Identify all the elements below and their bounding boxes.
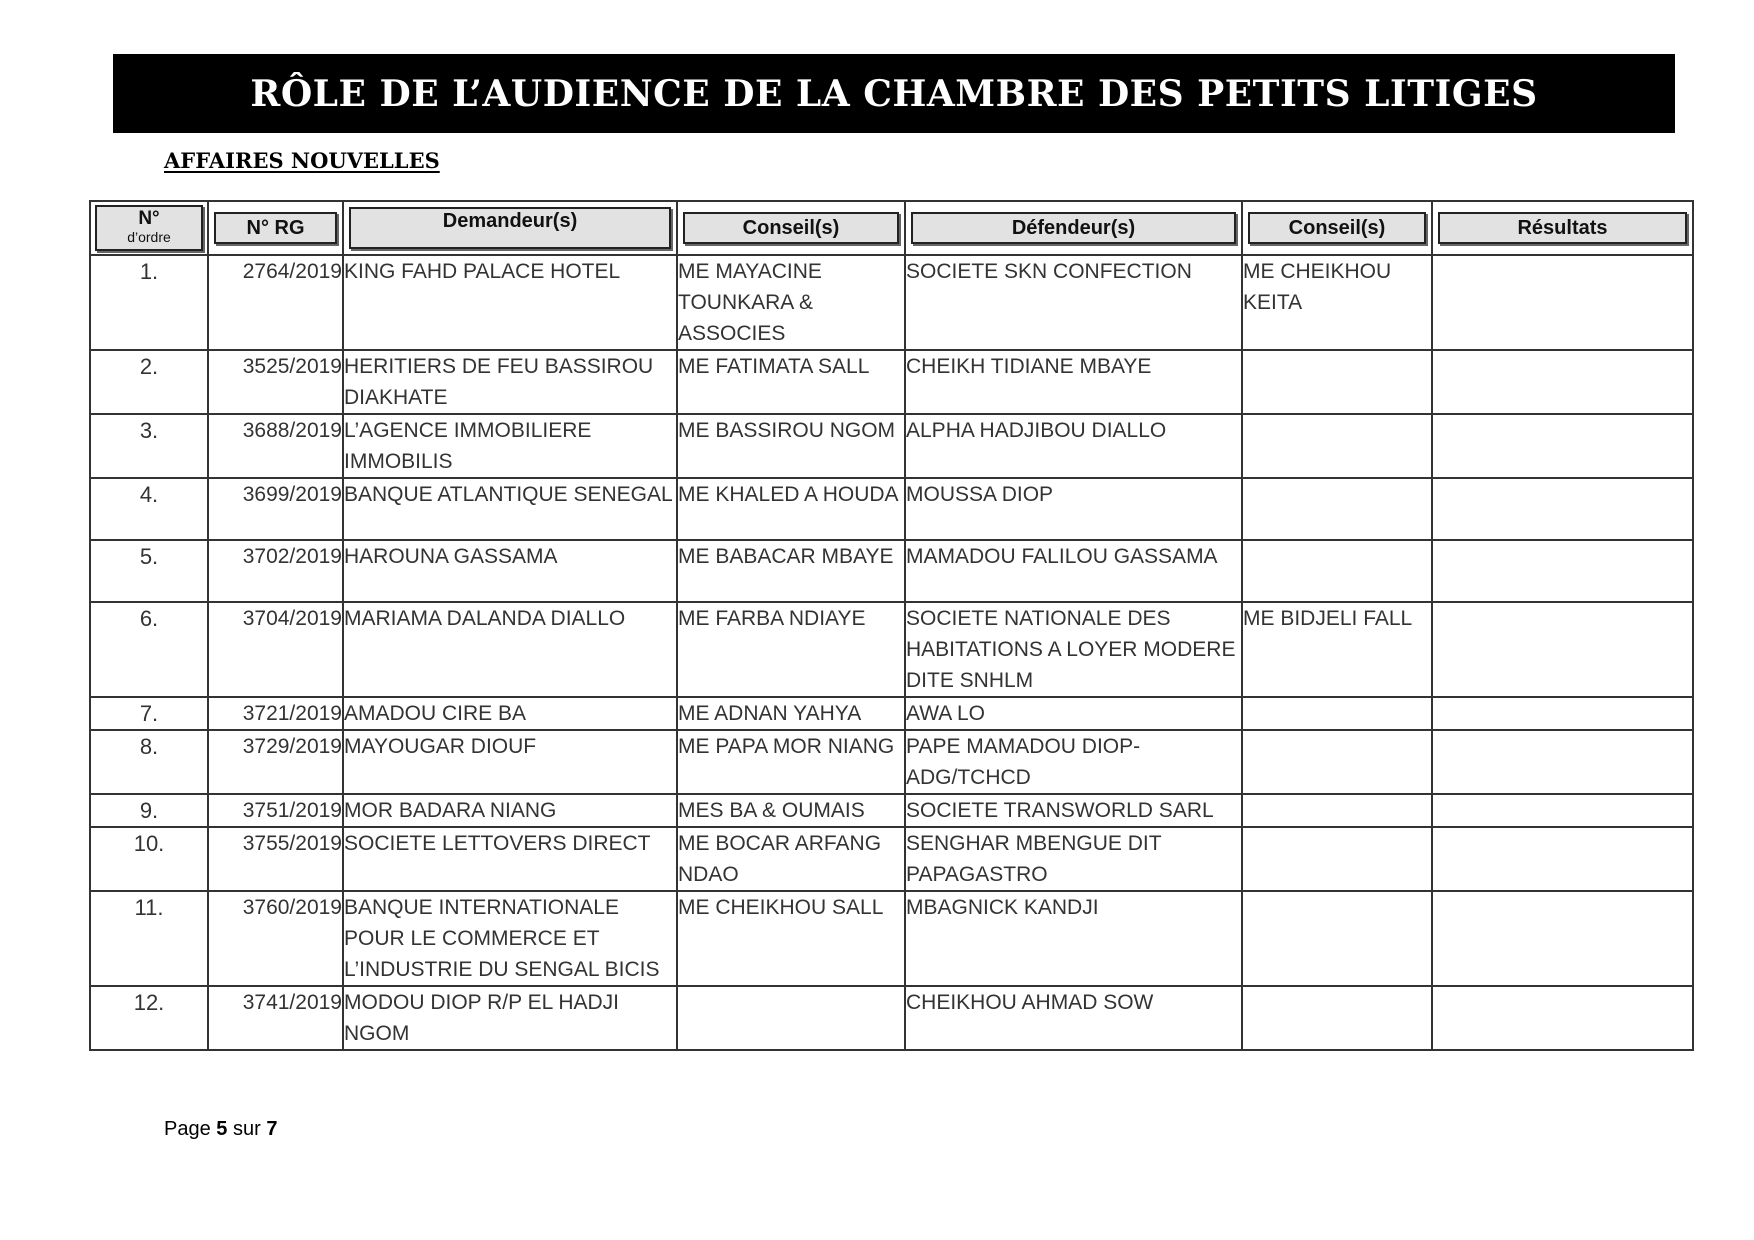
row-num: 2. xyxy=(90,350,208,414)
table-row xyxy=(90,350,1693,414)
row-conseil: ME CHEIKHOU SALL xyxy=(677,891,905,986)
table-row xyxy=(90,827,1693,891)
section-title: AFFAIRES NOUVELLES xyxy=(164,148,440,173)
row-rg: 3729/2019 xyxy=(208,730,343,794)
row-conseil xyxy=(677,986,905,1050)
row-rg: 3760/2019 xyxy=(208,891,343,986)
row-resultat xyxy=(1432,478,1693,540)
col-header-defendeur xyxy=(905,201,1242,255)
col-header-conseil-def xyxy=(1242,201,1432,255)
row-rg: 2764/2019 xyxy=(208,255,343,350)
row-conseil: ME ADNAN YAHYA xyxy=(677,697,905,730)
row-defendeur: SOCIETE TRANSWORLD SARL xyxy=(905,794,1242,827)
col-header-num-sub: d’ordre xyxy=(127,229,171,245)
row-conseil-def xyxy=(1242,986,1432,1050)
row-conseil-def xyxy=(1242,350,1432,414)
row-rg: 3721/2019 xyxy=(208,697,343,730)
row-conseil: ME BABACAR MBAYE xyxy=(677,540,905,602)
row-demandeur: MAYOUGAR DIOUF xyxy=(343,730,677,794)
row-resultat xyxy=(1432,827,1693,891)
row-resultat xyxy=(1432,414,1693,478)
row-rg: 3525/2019 xyxy=(208,350,343,414)
row-demandeur: MOR BADARA NIANG xyxy=(343,794,677,827)
row-demandeur: HAROUNA GASSAMA xyxy=(343,540,677,602)
row-defendeur: ALPHA HADJIBOU DIALLO xyxy=(905,414,1242,478)
page-header xyxy=(113,54,1675,133)
table-row xyxy=(90,891,1693,986)
table-row xyxy=(90,697,1693,730)
table-row xyxy=(90,540,1693,602)
col-header-resultats xyxy=(1432,201,1693,255)
row-conseil-def: ME CHEIKHOU KEITA xyxy=(1242,255,1432,350)
row-defendeur: SOCIETE SKN CONFECTION xyxy=(905,255,1242,350)
row-demandeur: BANQUE ATLANTIQUE SENEGAL xyxy=(343,478,677,540)
row-resultat xyxy=(1432,255,1693,350)
row-resultat xyxy=(1432,602,1693,697)
row-conseil-def xyxy=(1242,827,1432,891)
hearing-table xyxy=(89,200,1694,1051)
col-header-conseil-def-label: Conseil(s) xyxy=(1248,212,1426,244)
row-resultat xyxy=(1432,986,1693,1050)
row-rg: 3688/2019 xyxy=(208,414,343,478)
col-header-demandeur xyxy=(343,201,677,255)
row-conseil: ME BASSIROU NGOM xyxy=(677,414,905,478)
row-demandeur: AMADOU CIRE BA xyxy=(343,697,677,730)
page-footer xyxy=(164,1118,277,1141)
row-resultat xyxy=(1432,697,1693,730)
row-defendeur: MOUSSA DIOP xyxy=(905,478,1242,540)
table-row xyxy=(90,255,1693,350)
row-num: 3. xyxy=(90,414,208,478)
row-rg: 3741/2019 xyxy=(208,986,343,1050)
row-defendeur: SENGHAR MBENGUE DIT PAPAGASTRO xyxy=(905,827,1242,891)
row-demandeur: MARIAMA DALANDA DIALLO xyxy=(343,602,677,697)
footer-page-total: 7 xyxy=(266,1118,278,1140)
row-num: 6. xyxy=(90,602,208,697)
row-num: 4. xyxy=(90,478,208,540)
row-demandeur: KING FAHD PALACE HOTEL xyxy=(343,255,677,350)
table-header-row xyxy=(90,201,1693,255)
col-header-rg-label: N° RG xyxy=(214,212,337,244)
row-num: 9. xyxy=(90,794,208,827)
col-header-resultats-label: Résultats xyxy=(1438,212,1687,244)
row-defendeur: MAMADOU FALILOU GASSAMA xyxy=(905,540,1242,602)
table-row xyxy=(90,602,1693,697)
row-conseil: ME KHALED A HOUDA xyxy=(677,478,905,540)
col-header-conseil xyxy=(677,201,905,255)
row-num: 8. xyxy=(90,730,208,794)
row-num: 1. xyxy=(90,255,208,350)
row-demandeur: HERITIERS DE FEU BASSIROU DIAKHATE xyxy=(343,350,677,414)
row-resultat xyxy=(1432,730,1693,794)
row-conseil-def xyxy=(1242,697,1432,730)
row-defendeur: MBAGNICK KANDJI xyxy=(905,891,1242,986)
row-demandeur: SOCIETE LETTOVERS DIRECT xyxy=(343,827,677,891)
row-conseil-def xyxy=(1242,540,1432,602)
table-row xyxy=(90,478,1693,540)
footer-separator: sur xyxy=(232,1118,261,1140)
row-demandeur: BANQUE INTERNATIONALE POUR LE COMMERCE ET L’INDUSTRIE DU SENGAL BICIS xyxy=(343,891,677,986)
row-resultat xyxy=(1432,891,1693,986)
row-conseil-def: ME BIDJELI FALL xyxy=(1242,602,1432,697)
row-resultat xyxy=(1432,350,1693,414)
row-conseil-def xyxy=(1242,730,1432,794)
row-rg: 3751/2019 xyxy=(208,794,343,827)
row-rg: 3702/2019 xyxy=(208,540,343,602)
table-row xyxy=(90,986,1693,1050)
col-header-num xyxy=(90,201,208,255)
row-num: 7. xyxy=(90,697,208,730)
footer-page-number: 5 xyxy=(216,1118,228,1140)
row-conseil: ME FARBA NDIAYE xyxy=(677,602,905,697)
row-demandeur: MODOU DIOP R/P EL HADJI NGOM xyxy=(343,986,677,1050)
row-rg: 3755/2019 xyxy=(208,827,343,891)
row-num: 5. xyxy=(90,540,208,602)
row-rg: 3704/2019 xyxy=(208,602,343,697)
row-num: 12. xyxy=(90,986,208,1050)
footer-prefix: Page xyxy=(164,1118,211,1140)
row-defendeur: PAPE MAMADOU DIOP-ADG/TCHCD xyxy=(905,730,1242,794)
col-header-rg xyxy=(208,201,343,255)
col-header-defendeur-label: Défendeur(s) xyxy=(911,212,1236,244)
row-conseil: ME FATIMATA SALL xyxy=(677,350,905,414)
col-header-demandeur-label: Demandeur(s) xyxy=(349,207,671,249)
row-conseil-def xyxy=(1242,891,1432,986)
row-conseil: MES BA & OUMAIS xyxy=(677,794,905,827)
row-num: 11. xyxy=(90,891,208,986)
row-resultat xyxy=(1432,794,1693,827)
row-conseil-def xyxy=(1242,794,1432,827)
row-rg: 3699/2019 xyxy=(208,478,343,540)
page-title: RÔLE DE L’AUDIENCE DE LA CHAMBRE DES PETITS LITIGES xyxy=(250,72,1538,115)
row-resultat xyxy=(1432,540,1693,602)
row-defendeur: CHEIKHOU AHMAD SOW xyxy=(905,986,1242,1050)
table-row xyxy=(90,794,1693,827)
row-conseil: ME PAPA MOR NIANG xyxy=(677,730,905,794)
row-defendeur: CHEIKH TIDIANE MBAYE xyxy=(905,350,1242,414)
row-conseil: ME MAYACINE TOUNKARA & ASSOCIES xyxy=(677,255,905,350)
row-num: 10. xyxy=(90,827,208,891)
row-conseil-def xyxy=(1242,414,1432,478)
table-row xyxy=(90,414,1693,478)
table-row xyxy=(90,730,1693,794)
col-header-conseil-label: Conseil(s) xyxy=(683,212,899,244)
row-defendeur: SOCIETE NATIONALE DES HABITATIONS A LOYER MODERE DITE SNHLM xyxy=(905,602,1242,697)
row-demandeur: L’AGENCE IMMOBILIERE IMMOBILIS xyxy=(343,414,677,478)
row-conseil: ME BOCAR ARFANG NDAO xyxy=(677,827,905,891)
row-conseil-def xyxy=(1242,478,1432,540)
row-defendeur: AWA LO xyxy=(905,697,1242,730)
col-header-num-label: N° xyxy=(138,208,160,229)
